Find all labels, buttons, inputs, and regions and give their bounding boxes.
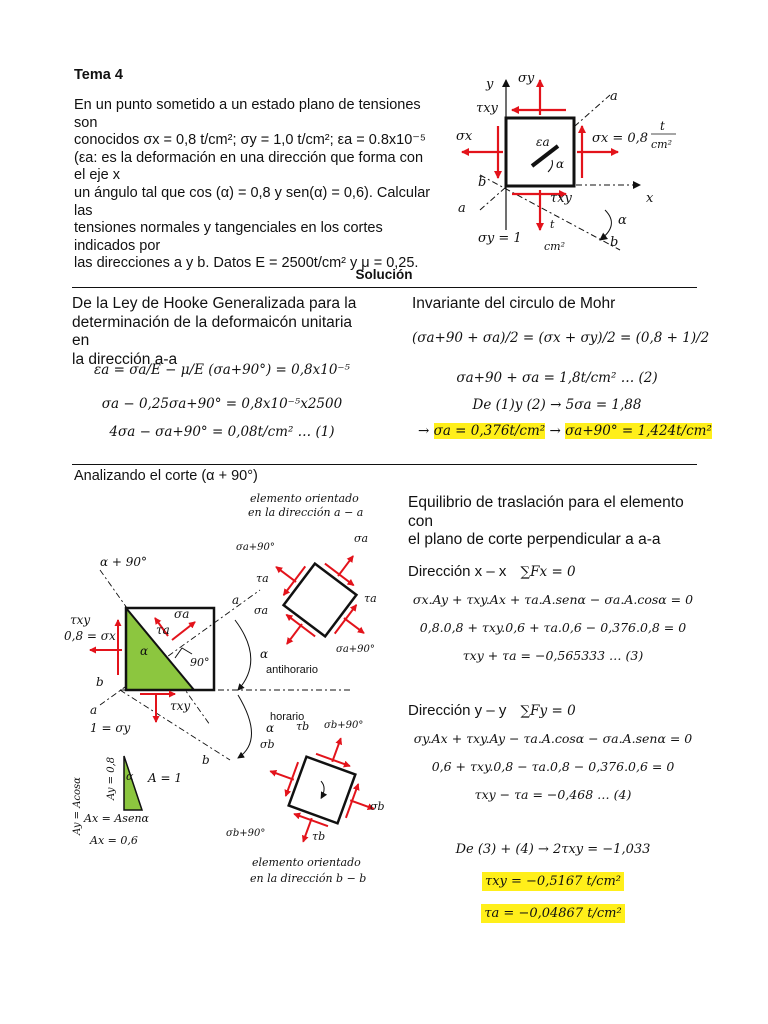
lbl: Ax = Asenα: [84, 812, 149, 825]
lbl: b: [96, 675, 104, 689]
equilibrium-heading-line: Equilibrio de traslación para el elemento con: [408, 494, 684, 530]
fig-label: t: [550, 218, 555, 231]
lbl: τa: [256, 572, 269, 585]
lbl: σa+90°: [236, 542, 275, 553]
fig-label: τxy: [476, 101, 498, 116]
fig-label: a: [458, 201, 466, 216]
caption-oriented-a: en la dirección a − a: [248, 506, 364, 519]
lbl: Ax = 0,6: [90, 834, 138, 847]
lbl-horario: horario: [270, 711, 305, 723]
y-equation-1: σy.Ax + τxy.Ay − τa.A.cosα − σa.A.senα = 0: [413, 731, 693, 746]
x-equation-2: 0,8.0,8 + τxy.0,6 + τa.0,6 − 0,376.0,8 = 0: [419, 620, 687, 635]
problem-line: las direcciones a y b. Datos E = 2500t/cm² y μ = 0,25.: [74, 255, 419, 272]
arrow-symbol: →: [549, 423, 561, 439]
mohr-heading: Invariante del circulo de Mohr: [412, 295, 616, 312]
stress-element-figure: [440, 60, 700, 260]
hooke-equation-1: εa = σa/E − μ/E (σa+90°) = 0,8x10⁻⁵: [94, 362, 350, 378]
fig-label: σy = 1: [478, 231, 522, 246]
hooke-equation-2: σa − 0,25σa+90° = 0,8x10⁻⁵x2500: [101, 396, 343, 412]
lbl: τa: [156, 623, 170, 637]
lbl: α: [140, 644, 149, 658]
problem-title: Tema 4: [74, 67, 123, 83]
lbl: σa+90°: [336, 644, 375, 655]
fig-label: y: [486, 77, 494, 92]
equilibrium-heading-line: el plano de corte perpendicular a a-a: [408, 531, 661, 548]
fig-label: α: [556, 157, 565, 171]
fig-label: εa: [536, 135, 550, 149]
lbl: σb+90°: [226, 828, 266, 839]
lbl: 1 = σy: [90, 721, 131, 735]
lbl: σa: [254, 604, 269, 617]
fig-label: a: [610, 89, 618, 104]
mohr-equation-1: (σa+90 + σa)/2 = (σx + σy)/2 = (0,8 + 1)/2: [412, 330, 710, 346]
equilibrium-heading: [408, 494, 708, 550]
lbl: σb+90°: [324, 720, 364, 731]
fig-label: t: [660, 119, 665, 133]
problem-line: En un punto sometido a un estado plano de tensiones son: [74, 97, 421, 131]
lbl: a: [232, 593, 240, 607]
direction-y-label: Dirección y – y: [408, 702, 507, 719]
solution-title: Solución: [355, 267, 413, 282]
mohr-equation-3: De (1)y (2) → 5σa = 1,88: [472, 397, 642, 413]
lbl: σb: [260, 738, 275, 751]
lbl: A = 1: [148, 771, 182, 785]
direction-y-title: [408, 702, 576, 719]
fig-label: b: [478, 175, 487, 190]
x-equation-3: τxy + τa = −0,565333 … (3): [462, 648, 644, 663]
fig-label: σx: [456, 129, 473, 144]
fig-label: τxy: [550, 191, 572, 206]
direction-x-title: [408, 563, 576, 580]
lbl: τb: [296, 720, 310, 733]
hooke-intro-line: la dirección a-a: [72, 350, 178, 368]
mohr-equation-2: σa+90 + σa = 1,8t/cm² … (2): [456, 370, 658, 386]
fig-label: cm²: [544, 240, 566, 253]
x-equation-1: σx.Ay + τxy.Ax + τa.A.senα − σa.A.cosα = 0: [412, 592, 694, 607]
lbl: α: [260, 647, 269, 661]
y-equation-2: 0,6 + τxy.0,8 − τa.0,8 − 0,376.0,6 = 0: [431, 759, 675, 774]
result-ta-wrap: [408, 904, 698, 922]
lbl: τxy: [170, 699, 191, 713]
sigma-a90-result: σa+90° = 1,424t/cm²: [565, 423, 712, 439]
fig-label: x: [646, 191, 654, 206]
lbl: a: [90, 703, 98, 717]
lbl: α: [266, 721, 275, 735]
combine-equation: De (3) + (4) → 2τxy = −1,033: [455, 842, 651, 857]
divider: [72, 464, 697, 465]
result-tau-a: τa = −0,04867 t/cm²: [481, 904, 624, 923]
result-tau-xy: τxy = −0,5167 t/cm²: [482, 872, 624, 891]
problem-line: un ángulo tal que cos (α) = 0,8 y sen(α) = 0,6). Calcular las: [74, 184, 431, 219]
lbl: 90°: [190, 656, 210, 669]
lbl: 0,8 = σx: [64, 629, 116, 643]
lbl-antihorario: antihorario: [266, 664, 318, 676]
caption-oriented-b: elemento orientado: [252, 856, 361, 869]
hooke-intro: [72, 295, 372, 369]
fig-label: σy: [518, 71, 535, 86]
lbl: τa: [364, 592, 377, 605]
fig-label: cm²: [651, 138, 673, 151]
caption-oriented-b: en la dirección b − b: [250, 872, 367, 885]
lbl: τxy: [70, 613, 91, 627]
result-txy-wrap: [408, 872, 698, 890]
sum-fy: ∑Fy = 0: [520, 703, 576, 719]
direction-x-label: Dirección x – x: [408, 563, 507, 580]
lbl: σa: [354, 532, 369, 545]
lbl: Ay = 0,8: [106, 756, 117, 800]
sum-fx: ∑Fx = 0: [520, 564, 576, 580]
lbl: σb: [370, 800, 385, 813]
problem-line: (εa: es la deformación en una dirección que forma con el eje x: [74, 149, 424, 184]
caption-oriented-a: elemento orientado: [250, 492, 359, 505]
fig-label: b: [610, 235, 619, 250]
problem-statement: [74, 97, 434, 273]
hooke-intro-line: De la Ley de Hooke Generalizada para la: [72, 295, 357, 312]
lbl: b: [202, 753, 210, 767]
lbl: Ay = Acosα: [72, 777, 83, 835]
fig-label: α: [618, 213, 627, 228]
problem-line: tensiones normales y tangenciales en los cortes indicados por: [74, 220, 383, 254]
lbl: τb: [312, 830, 326, 843]
analyzing-title: Analizando el corte (α + 90°): [74, 468, 258, 484]
lbl: α + 90°: [100, 555, 148, 569]
problem-line: conocidos σx = 0,8 t/cm²; σy = 1,0 t/cm²; εa = 0.8x10⁻⁵: [74, 132, 426, 149]
mohr-result: [418, 423, 712, 439]
sigma-a-result: σa = 0,376t/cm²: [433, 423, 546, 439]
stress-element-square: [506, 118, 574, 186]
hooke-equation-3: 4σa − σa+90° = 0,08t/cm² … (1): [109, 424, 335, 440]
fig-label: σx = 0,8: [592, 131, 649, 146]
lbl: σa: [174, 607, 190, 621]
hooke-intro-line: determinación de la deformaicón unitaria en: [72, 313, 353, 349]
y-equation-3: τxy − τa = −0,468 … (4): [474, 787, 632, 802]
divider: [72, 287, 697, 288]
lbl: α: [126, 770, 134, 783]
arrow-symbol: →: [418, 423, 430, 439]
cut-analysis-figure: [60, 490, 405, 890]
